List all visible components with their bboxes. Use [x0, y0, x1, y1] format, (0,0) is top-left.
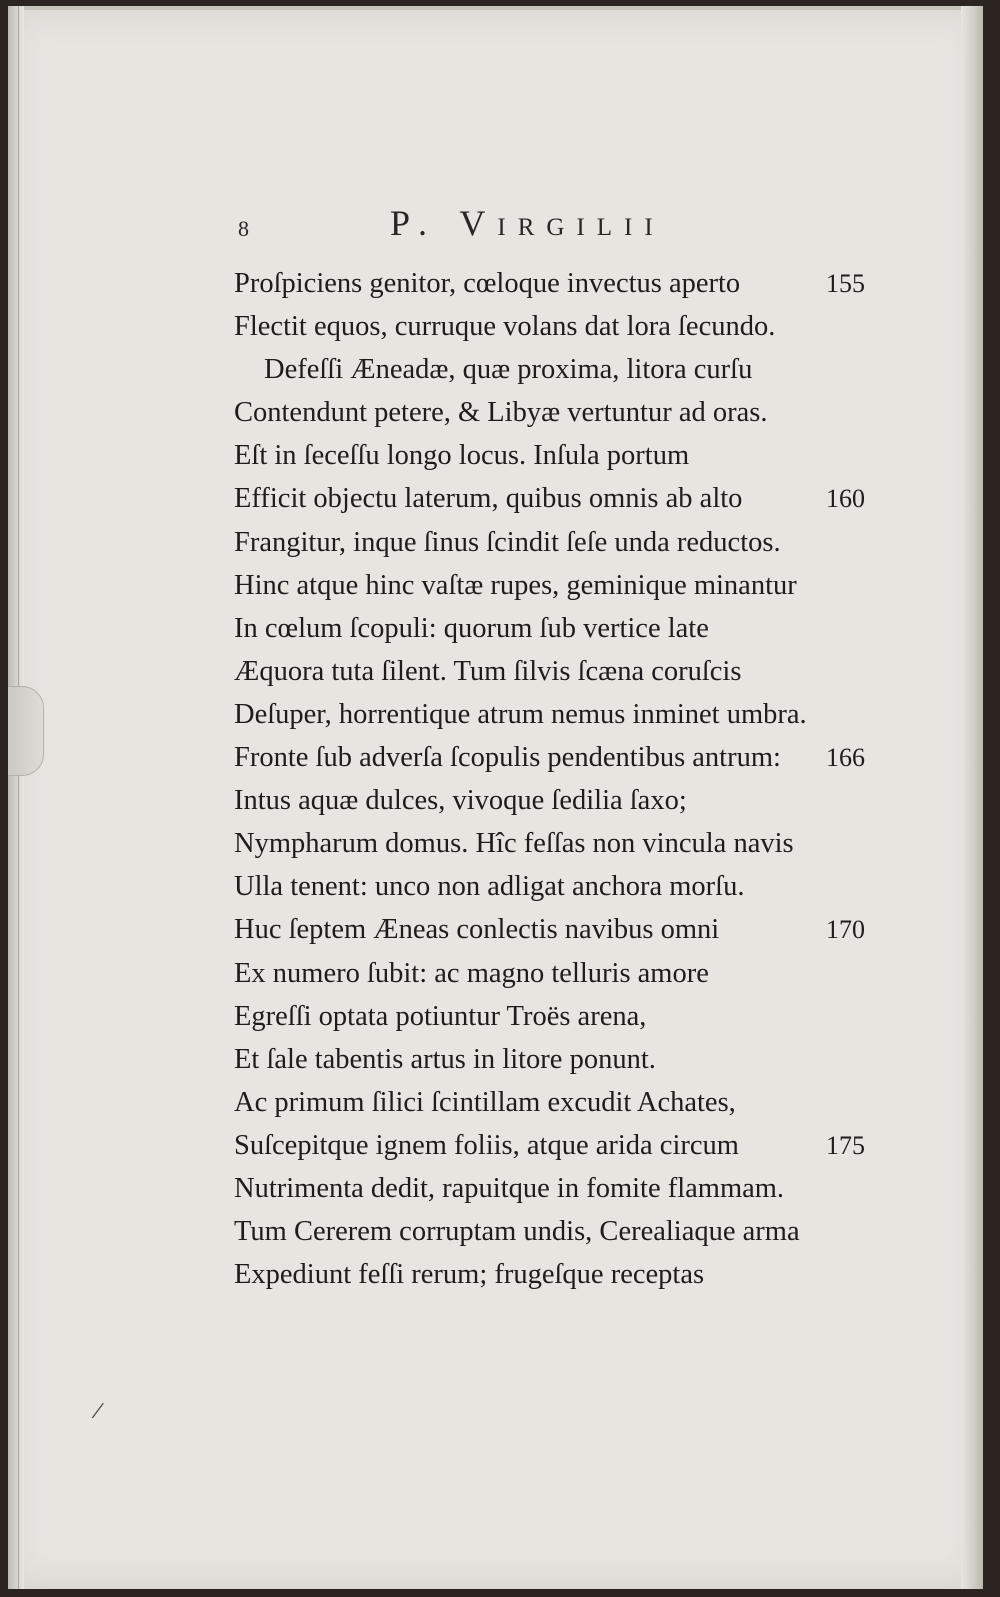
verse-text: Hinc atque hinc vaſtæ rupes, geminique minantur [234, 569, 797, 601]
page-number: 8 [238, 216, 249, 241]
verse-number: 155 [826, 269, 865, 298]
verse-line [234, 1124, 874, 1167]
verse-line [234, 1167, 874, 1210]
page-gutter [8, 6, 24, 1589]
verse-text: Eſt in ſeceſſu longo locus. Inſula portum [234, 440, 690, 472]
verse-text: Ulla tenent: unco non adligat anchora morſu. [234, 871, 745, 903]
page-top-edge [8, 6, 983, 10]
verse-text: Ex numero ſubit: ac magno telluris amore [234, 957, 709, 989]
verse-text: Frangitur, inque ſinus ſcindit ſeſe unda reductos. [234, 526, 781, 558]
page-tab [8, 686, 44, 776]
verse-text: Efficit objectu laterum, quibus omnis ab alto [234, 483, 743, 515]
verse-text: Huc ſeptem Æneas conlectis navibus omni [234, 914, 720, 946]
verse-text: Nympharum domus. Hîc feſſas non vincula navis [234, 828, 794, 860]
verse-line [234, 305, 874, 348]
book-page [8, 6, 983, 1589]
verse-line [234, 1253, 874, 1296]
verse-line [234, 1210, 874, 1253]
verse-number: 166 [826, 743, 865, 773]
verse-line [234, 348, 874, 391]
verse-text: Tum Cererem corruptam undis, Cerealiaque arma [234, 1216, 800, 1248]
verse-line [234, 779, 874, 822]
gutter-line [18, 6, 19, 1589]
verse-line [234, 521, 874, 564]
verse-text: Intus aquæ dulces, vivoque ſedilia ſaxo; [234, 785, 687, 817]
verse-line [234, 693, 874, 736]
verse-line [234, 952, 874, 995]
verse-text: Egreſſi optata potiuntur Troës arena, [234, 1000, 647, 1032]
verse-line [234, 477, 874, 520]
verse-text: Ac primum ſilici ſcintillam excudit Achates, [234, 1086, 736, 1118]
verse-text: Proſpiciens genitor, cœloque invectus aperto [234, 268, 741, 299]
verse-line [234, 434, 874, 477]
verse-line [234, 865, 874, 908]
verse-line [234, 650, 874, 693]
marginal-mark: / [89, 1395, 106, 1426]
verse-line [234, 564, 874, 607]
verse-block [234, 262, 874, 1296]
page-right-edge [961, 6, 983, 1589]
verse-line [234, 995, 874, 1038]
verse-line [234, 822, 874, 865]
verse-text: Expediunt feſſi rerum; frugeſque receptas [234, 1259, 705, 1291]
running-title: P. Virgilii [390, 203, 665, 243]
verse-line [234, 262, 874, 305]
verse-text: Suſcepitque ignem foliis, atque arida circum [234, 1129, 739, 1161]
verse-text: Æquora tuta ſilent. Tum ſilvis ſcæna coruſcis [234, 655, 742, 687]
verse-number: 160 [826, 484, 865, 514]
verse-text: Deſuper, horrentique atrum nemus inminet umbra. [234, 698, 807, 730]
verse-text: Defeſſi Æneadæ, quæ proxima, litora curſu [264, 354, 753, 386]
verse-text: Et ſale tabentis artus in litore ponunt. [234, 1043, 656, 1075]
verse-number: 175 [826, 1130, 865, 1160]
verse-text: Nutrimenta dedit, rapuitque in fomite flammam. [234, 1172, 785, 1204]
verse-text: Contendunt petere, & Libyæ vertuntur ad oras. [234, 397, 768, 429]
verse-line [234, 908, 874, 951]
verse-line [234, 1038, 874, 1081]
verse-line [234, 736, 874, 779]
verse-text: Flectit equos, curruque volans dat lora ſecundo. [234, 311, 776, 343]
verse-number: 170 [826, 915, 865, 945]
verse-text: In cœlum ſcopuli: quorum ſub vertice late [234, 612, 709, 644]
verse-text: Fronte ſub adverſa ſcopulis pendentibus antrum: [234, 742, 781, 774]
verse-line [234, 1081, 874, 1124]
verse-line [234, 607, 874, 650]
verse-line [234, 391, 874, 434]
running-header [230, 202, 870, 252]
